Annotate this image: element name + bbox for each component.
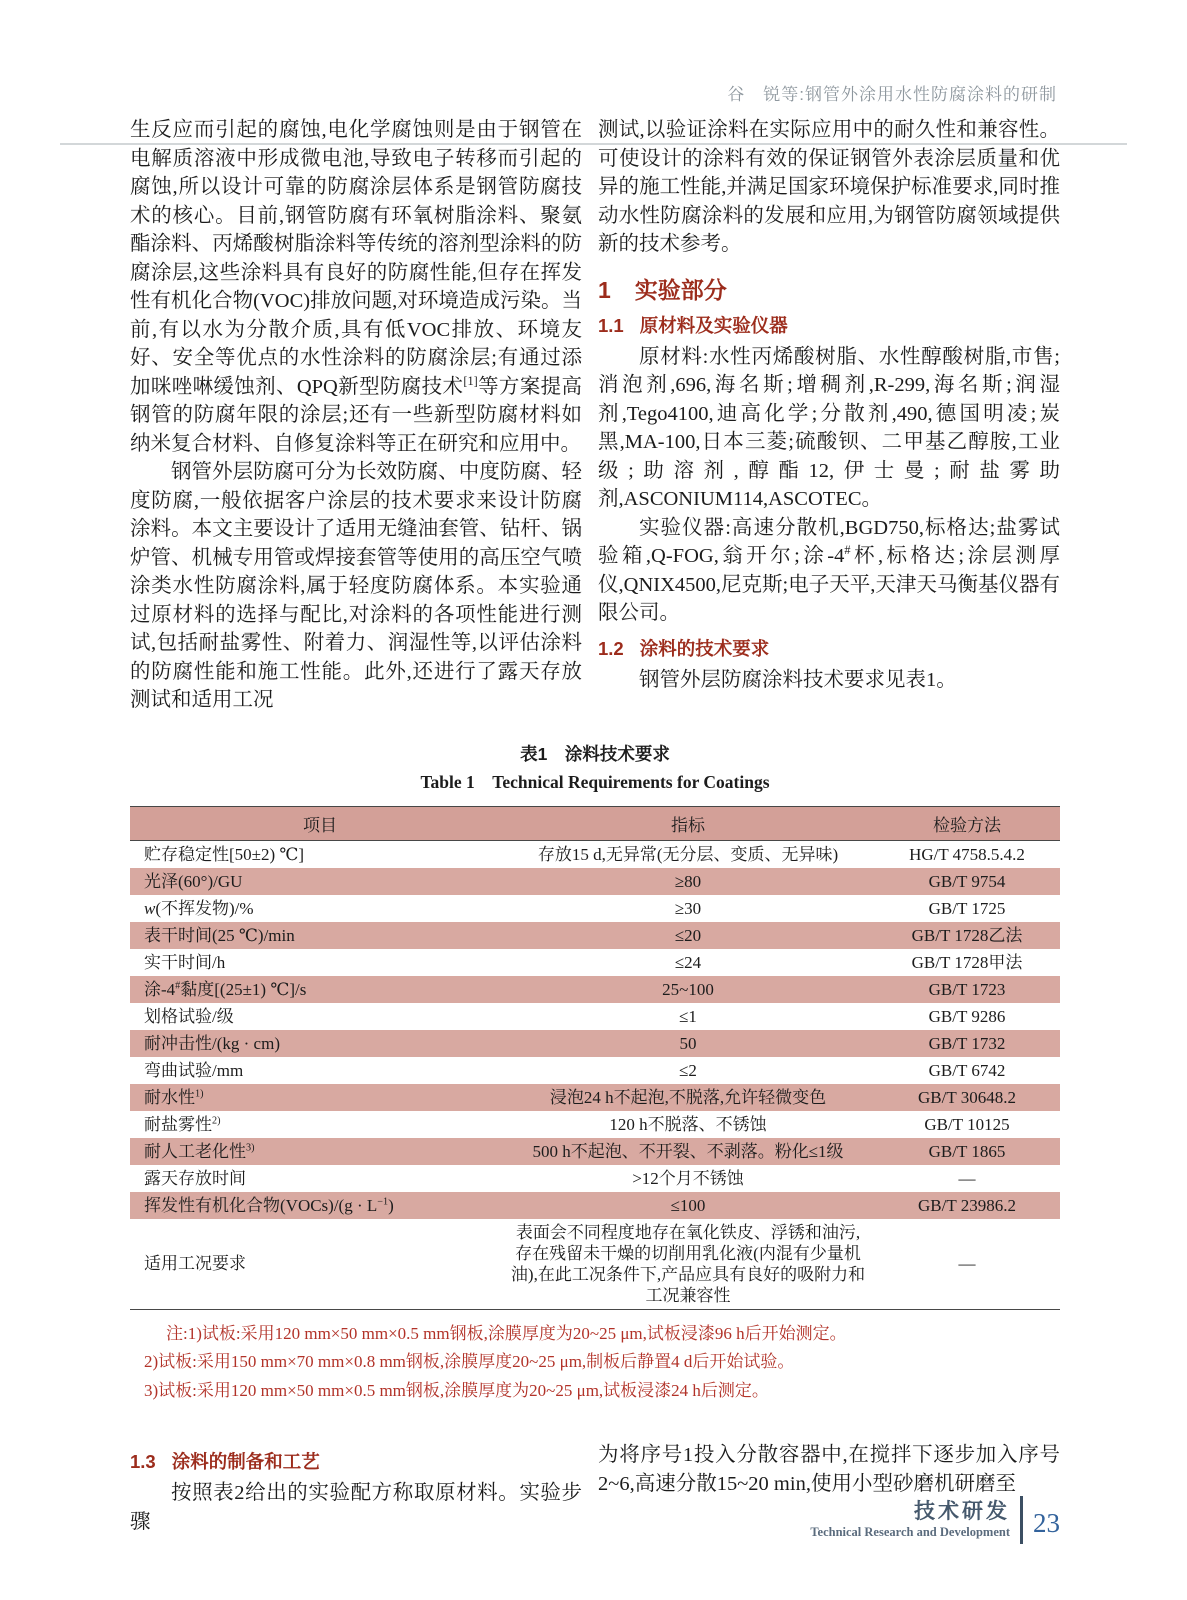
method-cell: — xyxy=(958,1168,976,1188)
table-header xyxy=(130,806,1060,840)
item-cell: 光泽(60°)/GU xyxy=(130,868,502,895)
requirements-table xyxy=(130,806,1060,1310)
footnote: 3)试板:采用120 mm×50 mm×0.5 mm钢板,涂膜厚度为20~25 μm,试板浸漆24 h后测定。 xyxy=(144,1380,769,1400)
body-paragraph: 测试,以验证涂料在实际应用中的耐久性和兼容性。可使设计的涂料有效的保证钢管外表涂层质量和优异的施工性能,并满足国家环境保护标准要求,同时推动水性防腐涂料的发展和应用,为钢管防腐领域提供新的技术参考。 xyxy=(598,119,1060,255)
section-number: 1 xyxy=(598,276,611,303)
method-cell: GB/T 1723 xyxy=(874,976,1060,1003)
method-cell: GB/T 1732 xyxy=(874,1030,1060,1057)
value-cell: ≤100 xyxy=(502,1192,874,1219)
subsection-title: 涂料的制备和工艺 xyxy=(171,1451,320,1472)
table-row xyxy=(130,840,1060,868)
footnote: 注:1)试板:采用120 mm×50 mm×0.5 mm钢板,涂膜厚度为20~25 μm,试板浸漆96 h后开始测定。 xyxy=(166,1323,847,1343)
table-caption-en: Table 1 Technical Requirements for Coatings xyxy=(420,771,770,792)
body-paragraph: 实验仪器:高速分散机,BGD750,标格达;盐雾试验箱,Q-FOG,翁开尔;涂-4#杯,标格达;涂层测厚仪,QNIX4500,尼克斯;电子天平,天津天马衡基仪器有限公司。 xyxy=(598,516,1060,624)
value-cell: ≤20 xyxy=(502,922,874,949)
value-cell: ≤1 xyxy=(679,1006,697,1026)
column-header-method: 检验方法 xyxy=(874,806,1060,840)
value-cell: 50 xyxy=(502,1030,874,1057)
item-cell: 划格试验/级 xyxy=(144,1006,234,1026)
value-cell: 浸泡24 h不起泡,不脱落,允许轻微变色 xyxy=(502,1084,874,1111)
table-footnotes xyxy=(130,1320,1060,1406)
two-column-text xyxy=(130,116,1060,715)
item-cell: 耐水性$^{1)}$ xyxy=(130,1084,502,1111)
item-cell: 耐冲击性/(kg · cm) xyxy=(130,1030,502,1057)
item-cell: 适用工况要求 xyxy=(144,1254,246,1273)
method-cell: GB/T 23986.2 xyxy=(874,1192,1060,1219)
value-cell: ≤24 xyxy=(674,952,702,972)
table-caption-zh: 表1 涂料技术要求 xyxy=(520,743,670,764)
page-footer xyxy=(810,1496,1060,1544)
body-paragraph: 为将序号1投入分散容器中,在搅拌下逐步加入序号2~6,高速分散15~20 min,使用小型砂磨机研磨至 xyxy=(598,1444,1060,1495)
item-cell: 涂-4#黏度[(25±1) ℃]/s xyxy=(130,976,502,1003)
table-row xyxy=(130,868,1060,895)
item-cell: 露天存放时间 xyxy=(144,1168,246,1188)
item-cell: 耐盐雾性$^{2)}$ xyxy=(144,1114,221,1134)
right-column xyxy=(598,116,1060,715)
value-cell: >12个月不锈蚀 xyxy=(632,1168,744,1188)
subsection-number: 1.2 xyxy=(598,637,624,659)
column-header-value: 指标 xyxy=(502,806,874,840)
footer-section-label xyxy=(810,1500,1010,1540)
body-paragraph: 按照表2给出的实验配方称取原材料。实验步骤 xyxy=(130,1482,582,1533)
table-header-row xyxy=(130,806,1060,840)
table-body xyxy=(130,840,1060,1309)
footnote: 2)试板:采用150 mm×70 mm×0.8 mm钢板,涂膜厚度20~25 μm,制板后静置4 d后开始试验。 xyxy=(144,1352,795,1371)
body-paragraph: 原材料:水性丙烯酸树脂、水性醇酸树脂,市售;消泡剂,696,海名斯;增稠剂,R-299,海名斯;润湿剂,Tego4100,迪高化学;分散剂,490,德国明凌;炭黑,MA-100,日本三菱;硫酸钡、二甲基乙醇胺,工业级;助溶剂,醇酯12,伊士曼;耐盐雾助剂,ASCONIUM114,ASCOTEC。 xyxy=(598,345,1060,510)
table-row xyxy=(130,1057,1060,1084)
table-row xyxy=(130,1165,1060,1192)
value-cell: ≥30 xyxy=(674,898,702,918)
method-cell: GB/T 10125 xyxy=(924,1114,1010,1134)
subsection-heading xyxy=(598,635,1060,661)
table-row xyxy=(130,949,1060,976)
table-row xyxy=(130,976,1060,1003)
method-cell: GB/T 9286 xyxy=(928,1006,1006,1026)
item-cell: 弯曲试验/mm xyxy=(144,1060,244,1080)
item-cell: 贮存稳定性[50±2) ℃] xyxy=(144,844,305,864)
item-cell: 表干时间(25 ℃)/min xyxy=(130,922,502,949)
subsection-number: 1.1 xyxy=(598,314,624,336)
item-cell: 耐人工老化性$^{3)}$ xyxy=(130,1138,502,1165)
table-row xyxy=(130,1003,1060,1030)
value-cell: 25~100 xyxy=(502,976,874,1003)
value-cell: 表面会不同程度地存在氧化铁皮、浮锈和油污,存在残留未干燥的切削用乳化液(内混有少量机油),在此工况条件下,产品应具有良好的吸附力和工况兼容性 xyxy=(510,1222,866,1305)
value-cell: ≥80 xyxy=(502,868,874,895)
method-cell: GB/T 1865 xyxy=(874,1138,1060,1165)
page-content xyxy=(130,116,1060,1536)
method-cell: GB/T 30648.2 xyxy=(874,1084,1060,1111)
subsection-heading xyxy=(130,1448,582,1474)
subsection-heading xyxy=(598,312,1060,338)
item-cell: 挥发性有机化合物(VOCs)/(g · $L^{-1}$) xyxy=(130,1192,502,1219)
subsection-number: 1.3 xyxy=(130,1451,156,1472)
left-column xyxy=(130,116,582,715)
footer-section-en: Technical Research and Development xyxy=(810,1525,1010,1539)
body-paragraph: 钢管外层防腐可分为长效防腐、中度防腐、轻度防腐,一般依据客户涂层的技术要求来设计防腐涂料。本文主要设计了适用无缝油套管、钻杆、锅炉管、机械专用管或焊接套管等使用的高压空气喷涂类水性防腐涂料,属于轻度防腐体系。本实验通过原材料的选择与配比,对涂料的各项性能进行测试,包括耐盐雾性、附着力、润湿性等,以评估涂料的防腐性能和施工性能。此外,还进行了露天存放测试和适用工况 xyxy=(130,461,582,711)
method-cell: GB/T 1728乙法 xyxy=(874,922,1060,949)
table-row xyxy=(130,922,1060,949)
section-heading xyxy=(598,272,1060,305)
method-cell: — xyxy=(958,1254,976,1273)
subsection-title: 涂料的技术要求 xyxy=(639,637,770,659)
value-cell: ≤2 xyxy=(679,1060,697,1080)
footer-section-zh: 技术研发 xyxy=(914,1500,1010,1523)
body-paragraph: 生反应而引起的腐蚀,电化学腐蚀则是由于钢管在电解质溶液中形成微电池,导致电子转移而引起的腐蚀,所以设计可靠的防腐涂层体系是钢管防腐技术的核心。目前,钢管防腐有环氧树脂涂料、聚氨酯涂料、丙烯酸树脂涂料等传统的溶剂型涂料的防腐涂层,这些涂料具有良好的防腐性能,但存在挥发性有机化合物(VOC)排放问题,对环境造成污染。当前,有以水为分散介质,具有低VOC排放、环境友好、安全等优点的水性涂料的防腐涂层;有通过添加咪唑啉缓蚀剂、QPQ新型防腐技术[1]等方案提高钢管的防腐年限的涂层;还有一些新型防腐材料如纳米复合材料、自修复涂料等正在研究和应用中。 xyxy=(130,119,583,455)
value-cell: 存放15 d,无异常(无分层、变质、无异味) xyxy=(537,844,839,864)
subsection-title: 原材料及实验仪器 xyxy=(639,314,788,336)
item-cell: w(不挥发物)/% xyxy=(144,898,254,918)
table-row xyxy=(130,1219,1060,1310)
section-title: 实验部分 xyxy=(634,276,727,303)
value-cell: 500 h不起泡、不开裂、不剥落。粉化≤1级 xyxy=(502,1138,874,1165)
footer-divider xyxy=(1020,1496,1023,1544)
table-row xyxy=(130,1138,1060,1165)
method-cell: GB/T 6742 xyxy=(928,1060,1006,1080)
method-cell: GB/T 1728甲法 xyxy=(911,952,1023,972)
page-number: 23 xyxy=(1033,1507,1060,1538)
method-cell: GB/T 1725 xyxy=(928,898,1006,918)
table-row xyxy=(130,895,1060,922)
body-paragraph: 钢管外层防腐涂料技术要求见表1。 xyxy=(639,668,957,691)
table-row xyxy=(130,1192,1060,1219)
method-cell: HG/T 4758.5.4.2 xyxy=(909,844,1025,864)
item-cell: 实干时间/h xyxy=(144,952,226,972)
method-cell: GB/T 9754 xyxy=(874,868,1060,895)
table-row xyxy=(130,1084,1060,1111)
table-row xyxy=(130,1111,1060,1138)
running-title: 谷 锐等:钢管外涂用水性防腐涂料的研制 xyxy=(727,85,1057,104)
value-cell: 120 h不脱落、不锈蚀 xyxy=(609,1114,767,1134)
column-header-item: 项目 xyxy=(130,806,502,840)
left-column xyxy=(130,1441,582,1536)
table-row xyxy=(130,1030,1060,1057)
